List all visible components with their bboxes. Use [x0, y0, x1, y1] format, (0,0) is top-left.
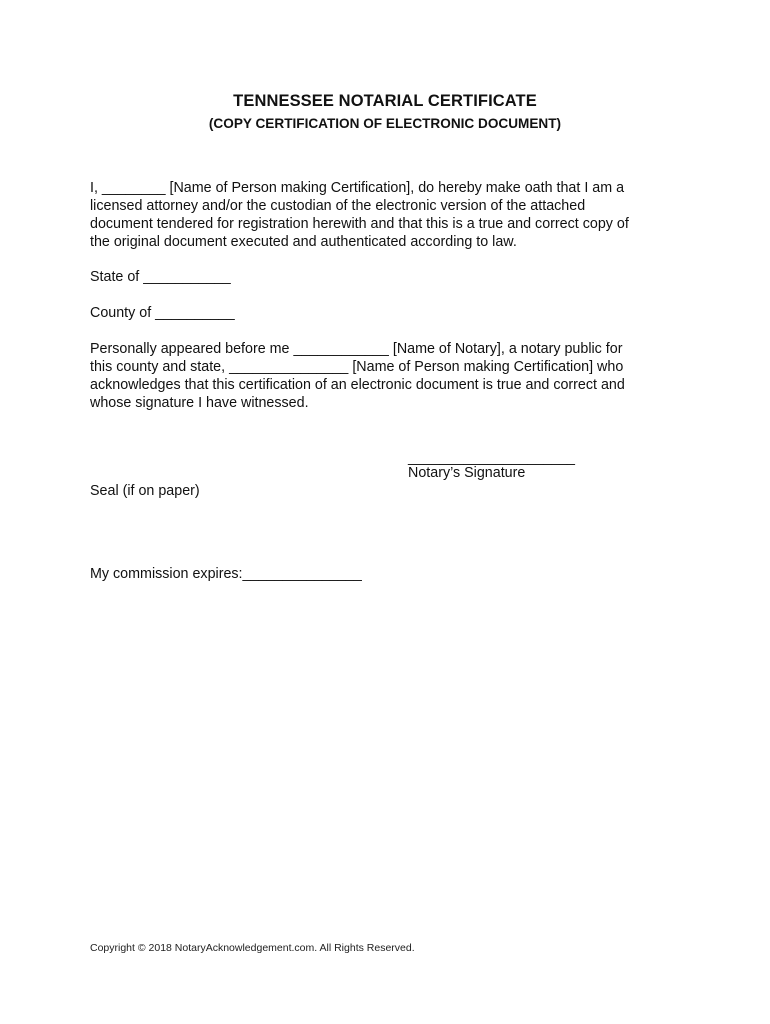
- commission-expires-field: My commission expires:_______________: [90, 566, 362, 582]
- appearance-line: Personally appeared before me ____________ [Name of Notary], a notary public for: [90, 341, 623, 357]
- document-title: TENNESSEE NOTARIAL CERTIFICATE: [233, 92, 537, 110]
- document-subtitle: (COPY CERTIFICATION OF ELECTRONIC DOCUMENT): [208, 116, 562, 131]
- notary-signature-line: _____________________: [408, 450, 575, 466]
- certification-line: document tendered for registration herewith and that this is a true and correct copy of: [90, 216, 629, 232]
- appearance-paragraph: [90, 340, 680, 412]
- certification-line: licensed attorney and/or the custodian of the electronic version of the attached: [90, 198, 586, 214]
- copyright-footer: Copyright © 2018 NotaryAcknowledgement.com. All Rights Reserved.: [90, 942, 415, 954]
- state-field: State of ___________: [90, 269, 231, 285]
- notary-signature-label: Notary’s Signature: [408, 465, 526, 481]
- appearance-line: this county and state, _______________ [Name of Person making Certification] who: [90, 359, 624, 375]
- certification-line: the original document executed and authenticated according to law.: [90, 234, 517, 250]
- appearance-line: acknowledges that this certification of an electronic document is true and correct and: [90, 377, 625, 393]
- seal-label: Seal (if on paper): [90, 483, 200, 499]
- certification-line: I, ________ [Name of Person making Certification], do hereby make oath that I am a: [90, 180, 625, 196]
- county-field: County of __________: [90, 305, 235, 321]
- certification-paragraph: [90, 179, 680, 251]
- appearance-line: whose signature I have witnessed.: [90, 395, 309, 411]
